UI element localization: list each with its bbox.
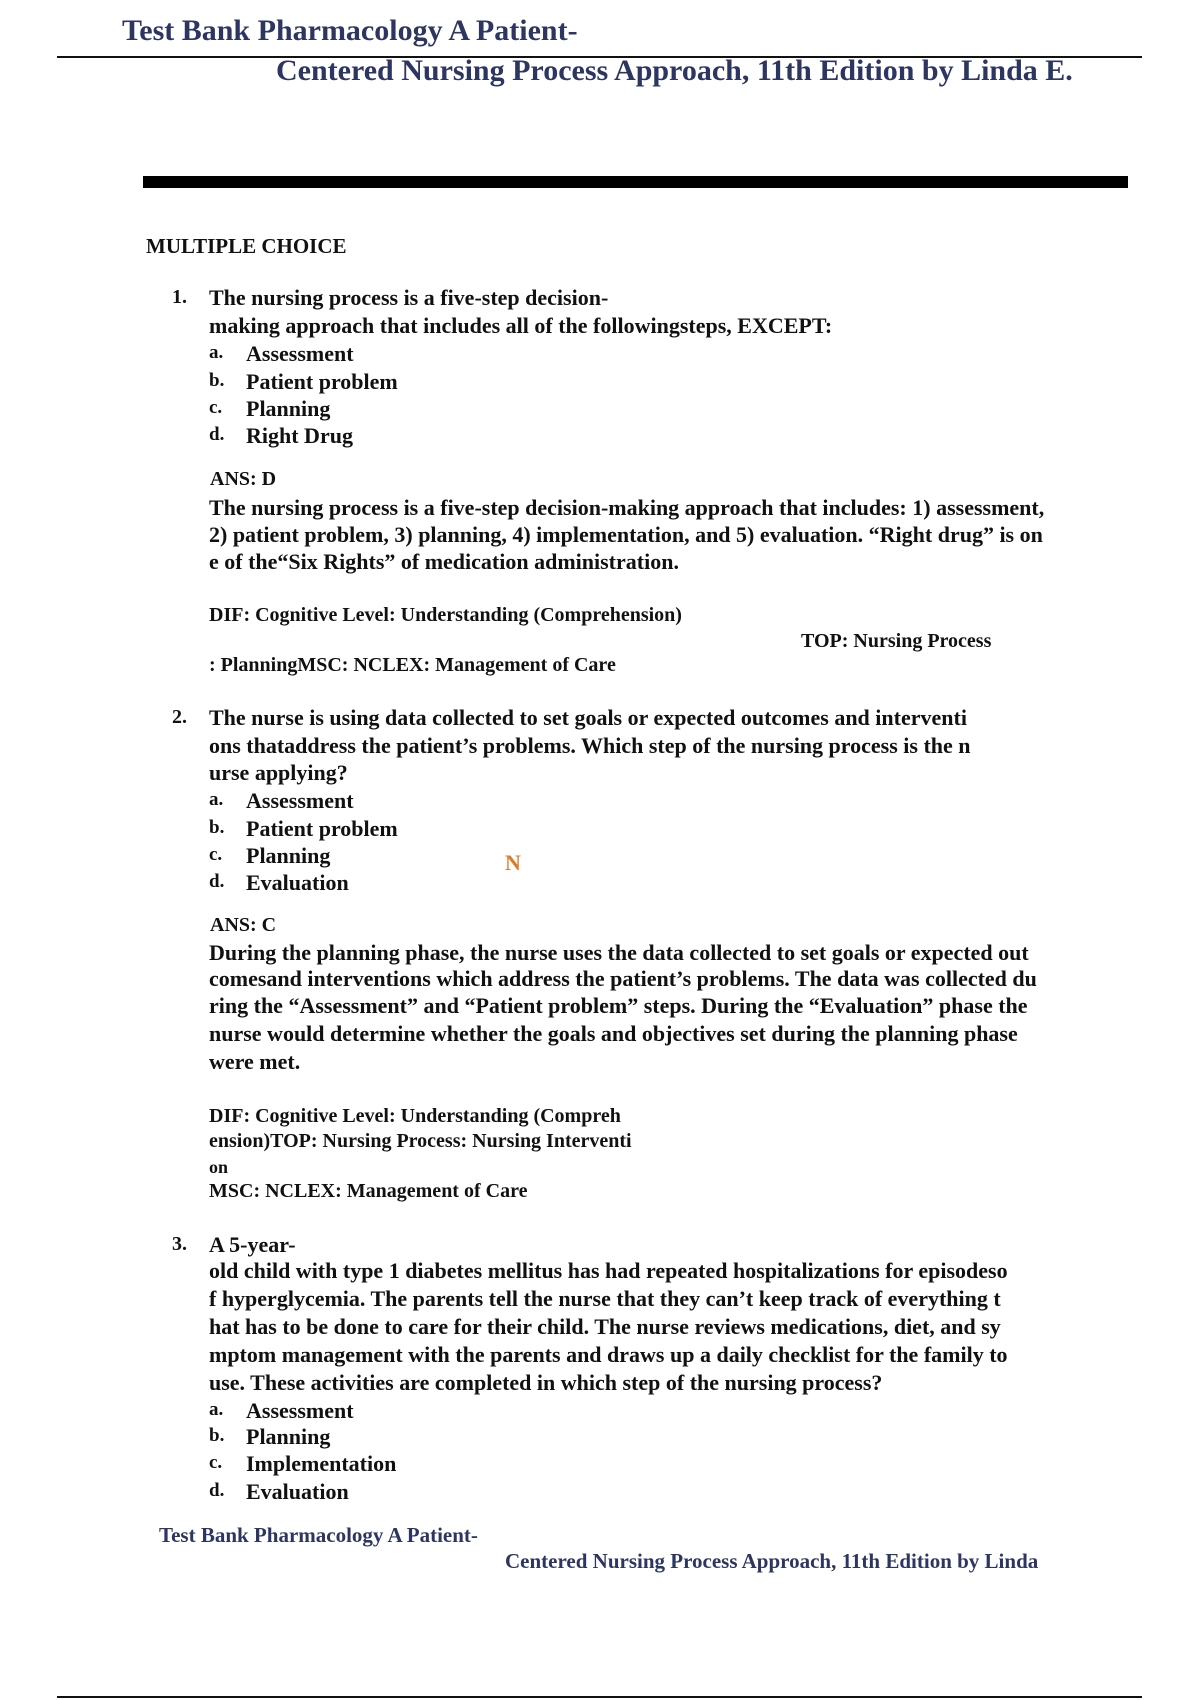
rationale-line: comesand interventions which address the patient’s problems. The data was collected du bbox=[209, 966, 1037, 991]
meta-line: DIF: Cognitive Level: Understanding (Compreh bbox=[209, 1105, 621, 1127]
question-stem-line: A 5-year- bbox=[209, 1232, 296, 1257]
option-letter: c. bbox=[209, 1452, 223, 1473]
section-heading: MULTIPLE CHOICE bbox=[146, 234, 347, 258]
option-letter: c. bbox=[209, 397, 223, 418]
meta-line: MSC: NCLEX: Management of Care bbox=[209, 1180, 528, 1202]
answer-key: ANS: D bbox=[210, 468, 277, 490]
option-letter: b. bbox=[209, 370, 225, 391]
title-divider bbox=[143, 176, 1128, 188]
meta-topic: TOP: Nursing Process bbox=[801, 630, 992, 652]
rationale-line: e of the“Six Rights” of medication administration. bbox=[209, 549, 679, 574]
question-number: 3. bbox=[172, 1233, 187, 1255]
option-text: Planning bbox=[246, 843, 331, 868]
option-letter: d. bbox=[209, 871, 225, 892]
question-stem-line: The nurse is using data collected to set goals or expected outcomes and interventi bbox=[209, 705, 967, 730]
option-letter: d. bbox=[209, 424, 225, 445]
question-stem-line: f hyperglycemia. The parents tell the nurse that they can’t keep track of everything t bbox=[209, 1286, 1001, 1311]
option-text: Planning bbox=[246, 396, 331, 421]
question-number: 1. bbox=[172, 286, 187, 308]
meta-msc: : PlanningMSC: NCLEX: Management of Care bbox=[209, 654, 616, 676]
option-letter: a. bbox=[209, 1399, 224, 1420]
question-stem-line: use. These activities are completed in which step of the nursing process? bbox=[209, 1370, 883, 1395]
header-title-line2: Centered Nursing Process Approach, 11th Edition by Linda E. bbox=[276, 54, 1073, 87]
option-letter: b. bbox=[209, 817, 225, 838]
question-stem-line: The nursing process is a five-step decision- bbox=[209, 285, 609, 310]
question-stem-line: making approach that includes all of the followingsteps, EXCEPT: bbox=[209, 313, 833, 338]
option-text: Assessment bbox=[246, 341, 354, 366]
rationale-line: 2) patient problem, 3) planning, 4) implementation, and 5) evaluation. “Right drug” is on bbox=[209, 522, 1043, 547]
question-number: 2. bbox=[172, 706, 187, 728]
header-title-line1: Test Bank Pharmacology A Patient- bbox=[122, 14, 578, 47]
footer-line2: Centered Nursing Process Approach, 11th Edition by Linda bbox=[505, 1549, 1039, 1573]
option-text: Assessment bbox=[246, 1398, 354, 1423]
option-text: Patient problem bbox=[246, 369, 398, 394]
option-text: Planning bbox=[246, 1424, 331, 1449]
option-text: Implementation bbox=[246, 1451, 397, 1476]
rationale-line: were met. bbox=[209, 1049, 301, 1074]
stray-mark: N bbox=[505, 850, 521, 875]
option-letter: a. bbox=[209, 342, 224, 363]
option-letter: c. bbox=[209, 844, 223, 865]
footer-line1: Test Bank Pharmacology A Patient- bbox=[159, 1523, 478, 1547]
meta-line: ension)TOP: Nursing Process: Nursing Interventi bbox=[209, 1130, 632, 1152]
option-text: Right Drug bbox=[246, 423, 353, 448]
question-stem-line: urse applying? bbox=[209, 760, 348, 785]
meta-line: on bbox=[209, 1157, 229, 1177]
option-text: Evaluation bbox=[246, 1479, 349, 1504]
option-letter: d. bbox=[209, 1480, 225, 1501]
option-text: Patient problem bbox=[246, 816, 398, 841]
meta-difficulty: DIF: Cognitive Level: Understanding (Comprehension) bbox=[209, 604, 682, 626]
option-text: Evaluation bbox=[246, 870, 349, 895]
answer-key: ANS: C bbox=[210, 914, 277, 936]
question-stem-line: old child with type 1 diabetes mellitus has had repeated hospitalizations for episodeso bbox=[209, 1258, 1008, 1283]
rationale-line: During the planning phase, the nurse uses the data collected to set goals or expected out bbox=[209, 940, 1029, 965]
question-stem-line: hat has to be done to care for their child. The nurse reviews medications, diet, and sy bbox=[209, 1314, 1001, 1339]
option-letter: b. bbox=[209, 1425, 225, 1446]
rationale-line: The nursing process is a five-step decision-making approach that includes: 1) assessment, bbox=[209, 495, 1045, 520]
rationale-line: nurse would determine whether the goals and objectives set during the planning phase bbox=[209, 1021, 1018, 1046]
option-letter: a. bbox=[209, 789, 224, 810]
footer-rule bbox=[57, 1696, 1142, 1698]
question-stem-line: ons thataddress the patient’s problems. Which step of the nursing process is the n bbox=[209, 733, 971, 758]
option-text: Assessment bbox=[246, 788, 354, 813]
question-stem-line: mptom management with the parents and draws up a daily checklist for the family to bbox=[209, 1342, 1008, 1367]
rationale-line: ring the “Assessment” and “Patient problem” steps. During the “Evaluation” phase the bbox=[209, 993, 1028, 1018]
